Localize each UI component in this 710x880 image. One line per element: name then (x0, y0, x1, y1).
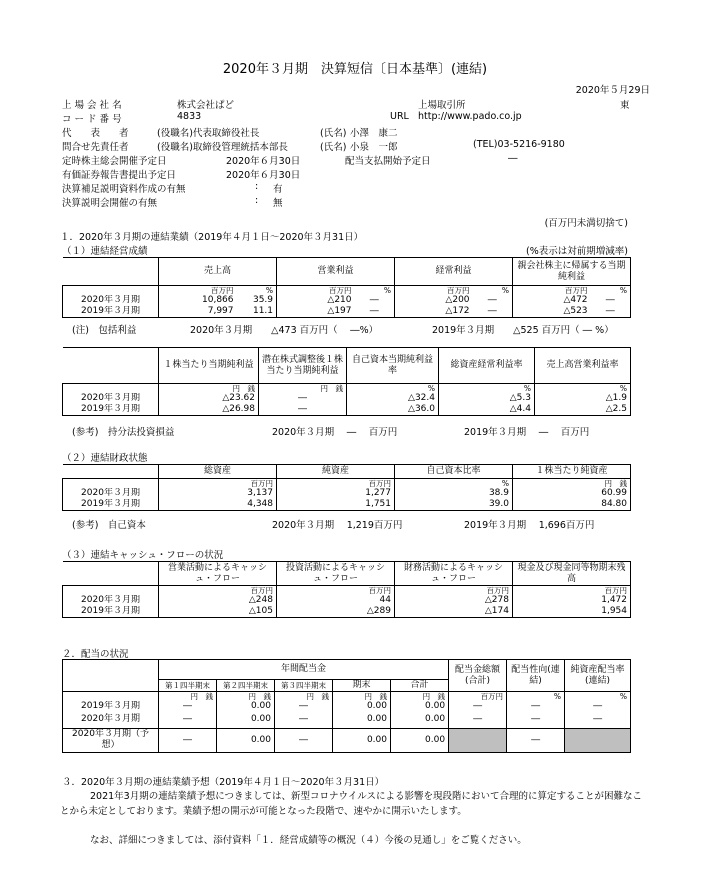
header-financing-cf: 財務活動によるキャッシュ・フロー (395, 562, 513, 586)
cell: △523 (513, 306, 591, 318)
cell: 0.00 (391, 701, 449, 712)
table-row (63, 712, 631, 728)
briefing-label: 決算説明会開催の有無 (62, 198, 158, 209)
unit: % (501, 286, 510, 295)
equity-label: (参考) 自己資本 (72, 520, 146, 531)
cell: 39.0 (395, 499, 513, 511)
cell: 44 (277, 595, 395, 606)
table-row (63, 728, 631, 752)
cell: △4.4 (439, 404, 535, 416)
unit: % (439, 384, 535, 394)
cash-flow-table (62, 561, 631, 618)
unit: 円 銭 (391, 692, 449, 702)
financial-position-table (62, 464, 631, 511)
representative-name: 小澤 康二 (350, 128, 398, 139)
fin-title: （２）連結財政状態 (62, 453, 148, 464)
cell: ― (591, 295, 631, 306)
unit: 円 銭 (159, 384, 259, 394)
cell: 0.00 (391, 712, 449, 728)
header-sales: 売上高 (159, 258, 277, 286)
header-eps: １株当たり当期純利益 (159, 348, 259, 384)
url-label: URL (390, 111, 409, 122)
section1-title: １．2020年３月期の連結業績（2019年４月１日～2020年３月31日） (60, 232, 364, 243)
shaded-cell (449, 728, 507, 752)
cell: △197 (277, 306, 355, 318)
equity-method-2019: 2019年３月期 ― 百万円 (464, 427, 590, 438)
cell: △174 (395, 606, 513, 618)
exchange-label: 上場取引所 (418, 100, 466, 111)
supplementary-value: 有 (273, 184, 283, 195)
cell: 35.9 (252, 295, 274, 305)
unit: % (383, 286, 392, 295)
row-label: 2019年３月期 (63, 306, 159, 318)
cell: ― (275, 712, 333, 728)
cell: △5.3 (439, 393, 535, 404)
cell: △200 (395, 295, 473, 306)
cell: △26.98 (159, 404, 259, 416)
cell: △172 (395, 306, 473, 318)
cell: △2.5 (535, 404, 631, 416)
header-annual-dividend: 年間配当金 (159, 660, 449, 680)
table-row (63, 488, 631, 499)
cell: △105 (159, 606, 277, 618)
header-diluted-eps: 潜在株式調整後１株当たり当期純利益 (259, 348, 347, 384)
cell: ― (507, 728, 565, 752)
representative-label: 代 表 者 (62, 128, 129, 139)
cell: 38.9 (395, 488, 513, 499)
cell: ― (369, 295, 379, 305)
table-row (63, 499, 631, 511)
cell: ― (259, 404, 347, 416)
cell: △23.62 (159, 393, 259, 404)
unit: 円 銭 (259, 384, 347, 394)
contact-name-label: (氏名) (320, 142, 347, 153)
unit: 百万円 (513, 586, 631, 596)
cell: ― (487, 295, 497, 305)
cell: 84.80 (513, 499, 631, 511)
cell: ― (259, 393, 347, 404)
row-label: 2019年３月期 (63, 404, 159, 416)
unit: % (347, 384, 439, 394)
cell: △278 (395, 595, 513, 606)
table-row (63, 404, 631, 416)
contact-title: (役職名)取締役管理統括本部長 (157, 142, 288, 153)
unit: % (565, 692, 631, 702)
cell: 60.99 (513, 488, 631, 499)
header-investing-cf: 投資活動によるキャッシュ・フロー (277, 562, 395, 586)
cell: 1,472 (513, 595, 631, 606)
cell: ― (275, 728, 333, 752)
unit: % (265, 286, 274, 295)
unit: 百万円 (395, 286, 473, 296)
cell: ― (507, 712, 565, 728)
briefing-value: 無 (273, 198, 283, 209)
header-q1: 第１四半期末 (159, 680, 217, 692)
header-net-assets: 純資産 (277, 465, 395, 479)
dividends-table (62, 659, 631, 753)
unit: 百万円 (395, 586, 513, 596)
company-name: 株式会社ぱど (177, 100, 235, 111)
row-label: 2019年３月期 (63, 606, 159, 618)
unit: 百万円 (159, 286, 237, 296)
cell: △210 (277, 295, 355, 306)
header-bps: １株当たり純資産 (513, 465, 631, 479)
cell: 0.00 (333, 712, 391, 728)
representative-title: (役職名)代表取締役社長 (157, 128, 260, 139)
equity-method-2020: 2020年３月期 ― 百万円 (272, 427, 398, 438)
cell: 1,277 (277, 488, 395, 499)
cell: 0.00 (333, 728, 391, 752)
cell: 0.00 (217, 712, 275, 728)
header-doe: 純資産配当率(連結) (565, 660, 631, 692)
cell: 7,997 (159, 306, 237, 318)
cell: ― (565, 712, 631, 728)
cell: ― (159, 712, 217, 728)
table-row (63, 701, 631, 712)
per-share-table (62, 347, 631, 416)
header-total-dividend: 配当金総額(合計) (449, 660, 507, 692)
cell: 1,954 (513, 606, 631, 618)
cell: ― (275, 701, 333, 712)
forecast-title: ３．2020年３月期の連結業績予想（2019年４月１日～2020年３月31日） (62, 777, 385, 788)
unit: 百万円 (513, 286, 591, 296)
table-row (63, 595, 631, 606)
cell: 0.00 (391, 728, 449, 752)
equity-method-label: (参考) 持分法投資損益 (72, 427, 175, 438)
company-name-label: 上 場 会 社 名 (62, 100, 122, 111)
table-row (63, 306, 631, 318)
row-label: 2020年３月期 (63, 488, 159, 499)
cell: ― (449, 712, 507, 728)
row-label: 2019年３月期 (63, 701, 159, 712)
unit: 百万円 (277, 286, 355, 296)
unit: % (535, 384, 631, 394)
row-label: 2020年３月期（予想） (63, 728, 159, 752)
unit: % (591, 286, 631, 296)
comprehensive-income-label: (注) 包括利益 (72, 325, 137, 336)
cell: ― (159, 701, 217, 712)
header-q2: 第２四半期末 (217, 680, 275, 692)
div-title: ２．配当の状況 (62, 649, 129, 660)
ops-note: (%表示は対前期増減率) (526, 246, 628, 257)
supplementary-label: 決算補足説明資料作成の有無 (62, 184, 186, 195)
cell: ― (159, 728, 217, 752)
cell: 3,137 (159, 488, 277, 499)
header-q3: 第３四半期末 (275, 680, 333, 692)
cell: 4,348 (159, 499, 277, 511)
header-payout-ratio: 配当性向(連結) (507, 660, 565, 692)
header-equity-ratio: 自己資本比率 (395, 465, 513, 479)
cell: ― (473, 306, 513, 318)
header-operating-cf: 営業活動によるキャッシュ・フロー (159, 562, 277, 586)
cell: △36.0 (347, 404, 439, 416)
unit: 円 銭 (275, 692, 333, 702)
briefing-colon: : (255, 195, 259, 206)
unit: % (507, 692, 565, 702)
cell: 0.00 (217, 701, 275, 712)
table-row (63, 393, 631, 404)
cell: 11.1 (237, 306, 277, 318)
contact-name: 小泉 一郎 (350, 142, 398, 153)
supplementary-colon: : (255, 181, 259, 192)
header-ordinary-income: 経常利益 (395, 258, 513, 286)
cell: △1.9 (535, 393, 631, 404)
dividend-start-label: 配当支払開始予定日 (345, 156, 431, 167)
row-label: 2020年３月期 (63, 393, 159, 404)
unit: % (395, 479, 513, 489)
agm-label: 定時株主総会開催予定日 (62, 156, 167, 167)
comprehensive-income-2019: 2019年３月期 △525 百万円（ ― %） (432, 325, 614, 336)
code-value: 4833 (177, 111, 202, 122)
row-label: 2020年３月期 (63, 712, 159, 728)
contact-label: 問合せ先責任者 (62, 142, 129, 153)
cell: ― (449, 701, 507, 712)
url-link[interactable]: http://www.pado.co.jp (418, 111, 522, 122)
header-total-assets: 総資産 (159, 465, 277, 479)
row-label: 2020年３月期 (63, 595, 159, 606)
table-row (63, 295, 631, 306)
forecast-note: なお、詳細につきましては、添付資料「１．経営成績等の概況（４）今後の見通し」をご覧ください。 (90, 835, 527, 846)
header-cash-balance: 現金及び現金同等物期末残高 (513, 562, 631, 586)
cell: ― (591, 306, 631, 318)
header-net-income: 親会社株主に帰属する当期純利益 (513, 258, 631, 286)
unit: 百万円 (449, 692, 507, 702)
table-row (63, 606, 631, 618)
equity-2020: 2020年３月期 1,219百万円 (272, 520, 403, 531)
cell: ― (507, 701, 565, 712)
equity-2019: 2019年３月期 1,696百万円 (464, 520, 595, 531)
unit: 円 銭 (513, 479, 631, 489)
report-date: 2020年５月29日 (575, 85, 650, 96)
dividend-start-value: ― (508, 153, 518, 164)
header-year-end: 期末 (333, 680, 391, 692)
header-roe: 自己資本当期純利益率 (347, 348, 439, 384)
cell: ― (565, 701, 631, 712)
exchange-value: 東 (620, 100, 630, 111)
unit: 円 銭 (217, 692, 275, 702)
cell: 0.00 (217, 728, 275, 752)
cell: 0.00 (333, 701, 391, 712)
header-operating-margin: 売上高営業利益率 (535, 348, 631, 384)
unit: 百万円 (159, 586, 277, 596)
cell: △32.4 (347, 393, 439, 404)
unit: 円 銭 (159, 692, 217, 702)
report-submission-label: 有価証券報告書提出予定日 (62, 170, 177, 181)
cell: ― (355, 306, 395, 318)
unit: 百万円 (277, 479, 395, 489)
header-operating-income: 営業利益 (277, 258, 395, 286)
unit: 円 銭 (333, 692, 391, 702)
comprehensive-income-2020: 2020年３月期 △473 百万円（ ―%） (190, 325, 379, 336)
agm-date: 2020年６月30日 (226, 156, 301, 167)
unit: 百万円 (159, 479, 277, 489)
contact-tel: (TEL)03-5216-9180 (473, 139, 565, 150)
page-title: 2020年３月期 決算短信〔日本基準〕(連結) (222, 62, 488, 77)
cell: 10,866 (159, 295, 237, 306)
shaded-cell (565, 728, 631, 752)
operating-results-table (62, 257, 631, 318)
report-submission-date: 2020年６月30日 (226, 170, 301, 181)
row-label: 2020年３月期 (63, 295, 159, 306)
unit: 百万円 (277, 586, 395, 596)
header-total: 合計 (391, 680, 449, 692)
header-roa: 総資産経常利益率 (439, 348, 535, 384)
cell: 1,751 (277, 499, 395, 511)
ops-title: （１）連結経営成績 (62, 246, 148, 257)
cf-title: （３）連結キャッシュ・フローの状況 (62, 550, 224, 561)
code-label: コ ー ド 番 号 (62, 114, 122, 125)
rounding-note: (百万円未満切捨て) (544, 218, 628, 229)
cell: △248 (159, 595, 277, 606)
forecast-paragraph: 2021年3月期の連結業績予想につきましては、新型コロナウイルスによる影響を現段階において合理的に算定することが困難なことから未定としております。業績予想の開示が可能となった段階で、速やかに開示いたします。 (60, 791, 642, 817)
representative-name-label: (氏名) (320, 128, 347, 139)
cell: △472 (513, 295, 591, 306)
row-label: 2019年３月期 (63, 499, 159, 511)
cell: △289 (277, 606, 395, 618)
